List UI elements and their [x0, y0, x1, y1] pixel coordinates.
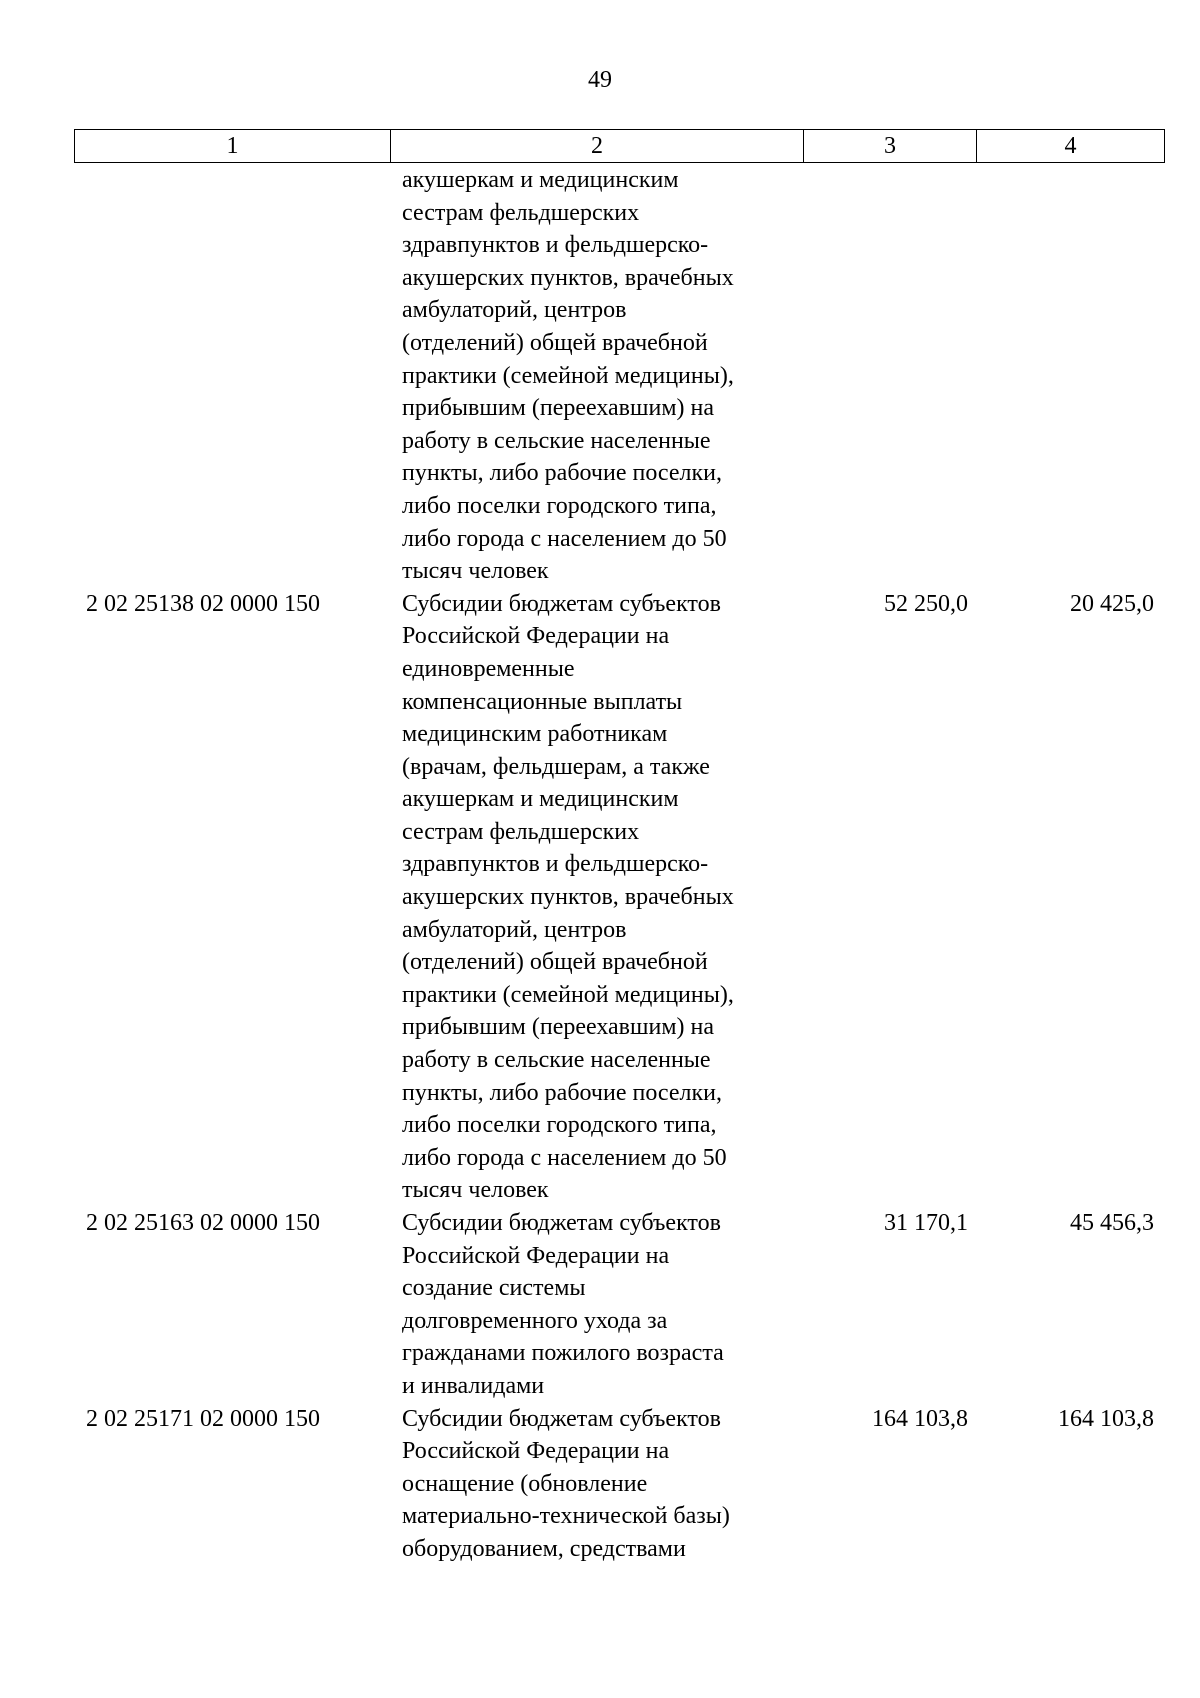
income-name: акушеркам и медицинским сестрам фельдшерских здравпунктов и фельдшерско- акушерских пунктов, врачебных амбулаторий, центров (отделений) общей врачебной практики (семейной медицины), прибывшим (переехавшим) на работу в сельские населенные пункты, либо рабочие поселки, либо поселки городского типа, либо города с населением до 50 тысяч человек: [402, 167, 734, 585]
column-header-4: 4: [977, 130, 1165, 163]
table-header-row: [75, 130, 1165, 163]
amount-column-3: 31 170,1: [884, 1210, 968, 1236]
amount-column-4: [976, 164, 1164, 588]
column-header-3: 3: [804, 130, 977, 163]
table-row: [74, 1207, 1164, 1403]
budget-code: [74, 164, 390, 588]
amount-column-4: 45 456,3: [1070, 1210, 1154, 1236]
amount-column-4: 164 103,8: [1058, 1405, 1154, 1432]
amount-column-3: 52 250,0: [884, 590, 968, 617]
income-name: Субсидии бюджетам субъектов Российской Федерации на единовременные компенсационные выплаты медицинским работникам (врачам, фельдшерам, а также акушеркам и медицинским сестрам фельдшерских здравпунктов и фельдшерско- акушерских пунктов, врачебных амбулаторий, центров (отделений) общей врачебной практики (семейной медицины), прибывшим (переехавшим) на работу в сельские населенные пункты, либо рабочие поселки, либо поселки городского типа, либо города с населением до 50 тысяч человек: [402, 590, 734, 1204]
income-name: Субсидии бюджетам субъектов Российской Федерации на создание системы долговременного ухода за гражданами пожилого возраста и инвалидами: [402, 1210, 724, 1399]
budget-code: 2 02 25171 02 0000 150: [86, 1405, 320, 1432]
table-header: [74, 129, 1165, 163]
table-row: [74, 588, 1164, 1207]
column-header-2: 2: [391, 130, 804, 163]
budget-code: 2 02 25138 02 0000 150: [86, 590, 320, 617]
page-number: 49: [588, 67, 612, 93]
table-row: [74, 164, 1164, 588]
column-header-1: 1: [75, 130, 391, 163]
amount-column-3: 164 103,8: [872, 1405, 968, 1432]
income-name: Субсидии бюджетам субъектов Российской Федерации на оснащение (обновление материально-технической базы) оборудованием, средствами: [402, 1405, 730, 1562]
table-row: [74, 1403, 1164, 1566]
amount-column-3: [803, 164, 976, 588]
amount-column-4: 20 425,0: [1070, 590, 1154, 617]
budget-code: 2 02 25163 02 0000 150: [86, 1210, 320, 1236]
table-body: [74, 164, 1164, 1566]
